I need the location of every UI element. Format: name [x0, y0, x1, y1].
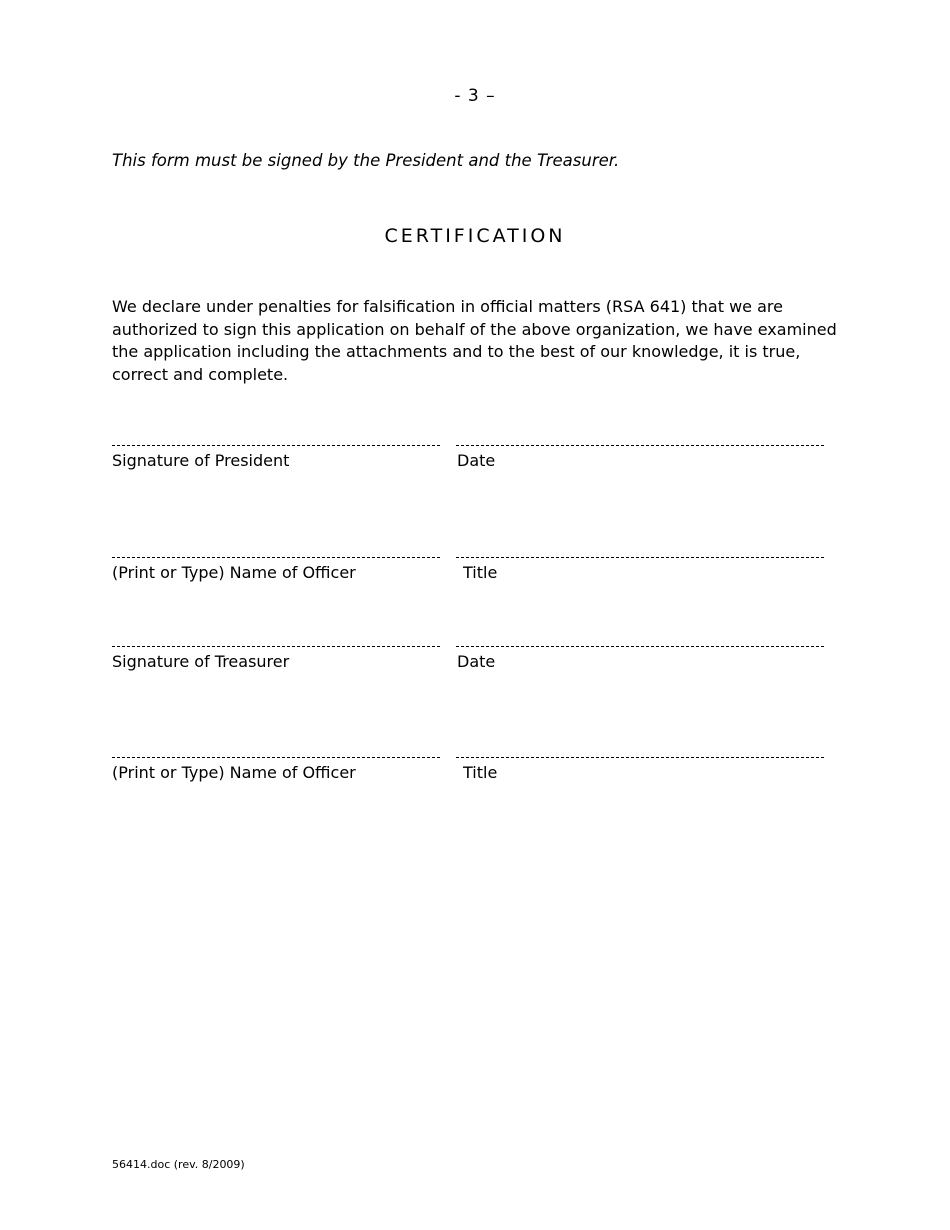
treasurer-signature-label: Signature of Treasurer	[112, 652, 290, 671]
president-name-line[interactable]	[112, 557, 440, 558]
declaration-paragraph: We declare under penalties for falsification in official matters (RSA 641) that we are authorized to sign this application on behalf of the above organization, we have examined the application including the attachments and to the best of our knowledge, it is true, correct and complete.	[112, 297, 837, 384]
president-date-label: Date	[457, 451, 496, 470]
president-signature-line[interactable]	[112, 445, 440, 446]
president-name-block	[112, 557, 827, 607]
treasurer-name-block	[112, 757, 827, 807]
page-number: - 3 –	[454, 86, 496, 106]
treasurer-date-label: Date	[457, 652, 496, 671]
president-title-line[interactable]	[456, 557, 824, 558]
treasurer-date-line[interactable]	[456, 646, 824, 647]
certification-heading: CERTIFICATION	[384, 225, 566, 247]
document-footer: 56414.doc (rev. 8/2009)	[112, 1158, 245, 1171]
treasurer-title-label: Title	[463, 763, 498, 782]
treasurer-signature-block	[112, 646, 827, 696]
president-name-label: (Print or Type) Name of Officer	[112, 563, 356, 582]
signing-instruction: This form must be signed by the President and the Treasurer.	[112, 151, 620, 170]
president-signature-label: Signature of President	[112, 451, 290, 470]
president-date-line[interactable]	[456, 445, 824, 446]
president-signature-block	[112, 445, 827, 495]
treasurer-name-label: (Print or Type) Name of Officer	[112, 763, 356, 782]
treasurer-name-line[interactable]	[112, 757, 440, 758]
treasurer-title-line[interactable]	[456, 757, 824, 758]
treasurer-signature-line[interactable]	[112, 646, 440, 647]
president-title-label: Title	[463, 563, 498, 582]
